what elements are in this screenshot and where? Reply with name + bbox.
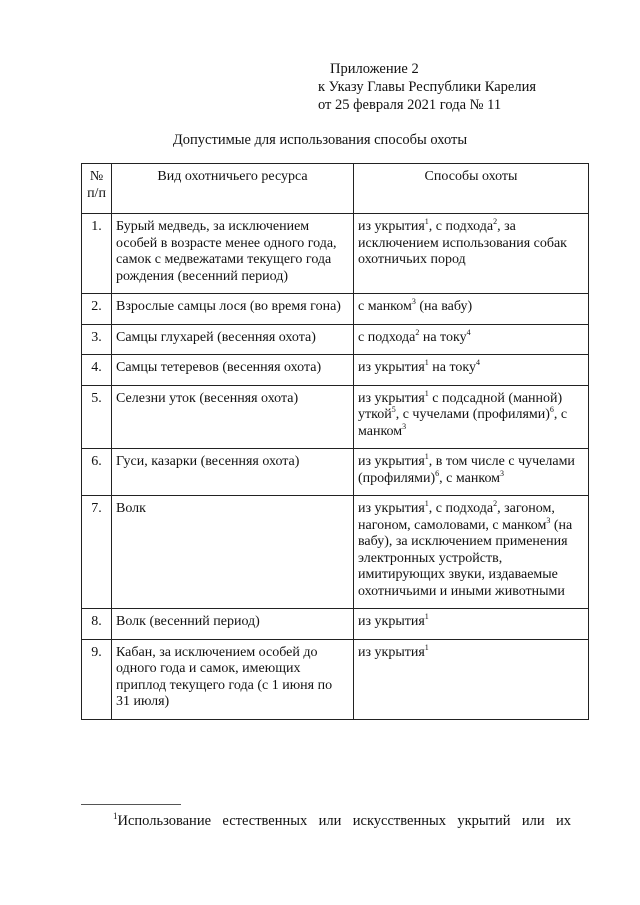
method-text: из укрытия [358, 501, 425, 516]
appendix-header [318, 60, 536, 114]
row-resource: Взрослые самцы лося (во время гона) [112, 294, 354, 325]
row-number: 6. [82, 449, 112, 496]
row-methods [354, 609, 589, 640]
footnote-ref: 6 [435, 468, 440, 478]
row-number: 1. [82, 214, 112, 294]
method-text: , с чучелами (профилями) [395, 407, 550, 422]
method-text: на току [419, 329, 467, 345]
row-methods [354, 496, 589, 609]
appendix-line-1: Приложение 2 [330, 61, 419, 77]
row-methods [354, 324, 589, 355]
table-row [82, 639, 589, 719]
header-resource: Вид охотничьего ресурса [112, 164, 354, 214]
method-text: из укрытия [358, 614, 425, 629]
method-text: с манком [358, 299, 412, 314]
footnote-ref: 5 [391, 405, 396, 414]
footnote-ref: 1 [424, 452, 429, 461]
row-methods [354, 355, 589, 386]
row-number: 8. [82, 609, 112, 640]
method-text: , в том числе с чучелами (профилями) [358, 454, 575, 486]
footnote-mark: 1 [113, 811, 118, 821]
footnote-ref: 2 [493, 499, 498, 508]
table-row [82, 449, 589, 496]
row-methods [354, 385, 589, 449]
row-methods [354, 449, 589, 496]
method-text: (на вабу), за исключением применения электронных устройств, имитирующих звуки, издаваемые охотничьими и иными животными [358, 517, 573, 599]
footnote-ref: 3 [411, 297, 416, 306]
appendix-line-2: к Указу Главы Республики Карелия [318, 79, 537, 95]
header-num: № п/п [82, 164, 112, 214]
row-resource: Волк (весенний период) [112, 609, 354, 640]
row-methods [354, 214, 589, 294]
row-number: 7. [82, 496, 112, 609]
row-resource: Самцы глухарей (весенняя охота) [112, 324, 354, 355]
footnote-ref: 1 [424, 358, 429, 367]
table-row [82, 324, 589, 355]
row-resource: Самцы тетеревов (весенняя охота) [112, 355, 354, 386]
row-number: 5. [82, 385, 112, 449]
row-number: 4. [82, 355, 112, 386]
method-text: , за исключением использования собак охотничьих пород [358, 219, 567, 267]
row-number: 9. [82, 639, 112, 719]
footnote-ref: 1 [424, 642, 429, 652]
table-header-row [82, 164, 589, 214]
row-resource: Волк [112, 496, 354, 609]
footnote-ref: 3 [546, 515, 551, 525]
table-row [82, 294, 589, 325]
table-row [82, 355, 589, 386]
method-text: из укрытия [358, 390, 425, 406]
method-text: с подсадной (манной) уткой [358, 390, 563, 422]
method-text: из укрытия [358, 644, 425, 660]
footnote-ref: 1 [424, 499, 429, 508]
method-text: (на вабу) [415, 299, 473, 314]
method-text: , загоном, нагоном, самоловами, с манком [358, 501, 555, 533]
row-methods [354, 639, 589, 719]
footnote-text: Использование естественных или искусственных укрытий или их [117, 813, 571, 829]
footnote-ref: 4 [476, 358, 481, 367]
method-text: на току [428, 360, 477, 375]
method-text: , с манком [439, 470, 501, 486]
row-resource: Бурый медведь, за исключением особей в возрасте менее одного года, самок с медвежатами текущего года рождения (весенний период) [112, 214, 354, 294]
table-row [82, 496, 589, 609]
row-resource: Селезни уток (весенняя охота) [112, 385, 354, 449]
row-resource: Кабан, за исключением особей до одного года и самок, имеющих приплод текущего года (с 1 июня по 31 июля) [112, 639, 354, 719]
footnote-ref: 1 [424, 217, 429, 226]
row-number: 2. [82, 294, 112, 325]
table-row [82, 214, 589, 294]
row-methods [354, 294, 589, 325]
method-text: , с подхода [428, 219, 494, 234]
table-body [82, 214, 589, 720]
table-row [82, 609, 589, 640]
method-text: , с манком [358, 407, 568, 439]
footnote-ref: 4 [466, 327, 471, 337]
table-row [82, 385, 589, 449]
footnote-ref: 3 [402, 421, 407, 431]
header-methods: Способы охоты [354, 164, 589, 214]
footnote-separator [81, 804, 181, 805]
row-resource: Гуси, казарки (весенняя охота) [112, 449, 354, 496]
hunting-methods-table [81, 163, 589, 720]
row-number: 3. [82, 324, 112, 355]
footnote-ref: 6 [549, 405, 554, 414]
method-text: из укрытия [358, 454, 425, 469]
document-title: Допустимые для использования способы охоты [172, 132, 468, 148]
footnote-ref: 1 [424, 612, 429, 621]
appendix-line-3: от 25 февраля 2021 года № 11 [318, 97, 502, 113]
footnote-ref: 2 [493, 217, 498, 226]
footnote-ref: 1 [424, 388, 429, 398]
method-text: , с подхода [428, 501, 494, 516]
footnote-ref: 2 [415, 327, 420, 337]
method-text: из укрытия [358, 219, 425, 234]
footnote [113, 812, 571, 830]
method-text: из укрытия [358, 360, 425, 375]
method-text: с подхода [358, 329, 416, 345]
footnote-ref: 3 [500, 468, 505, 478]
